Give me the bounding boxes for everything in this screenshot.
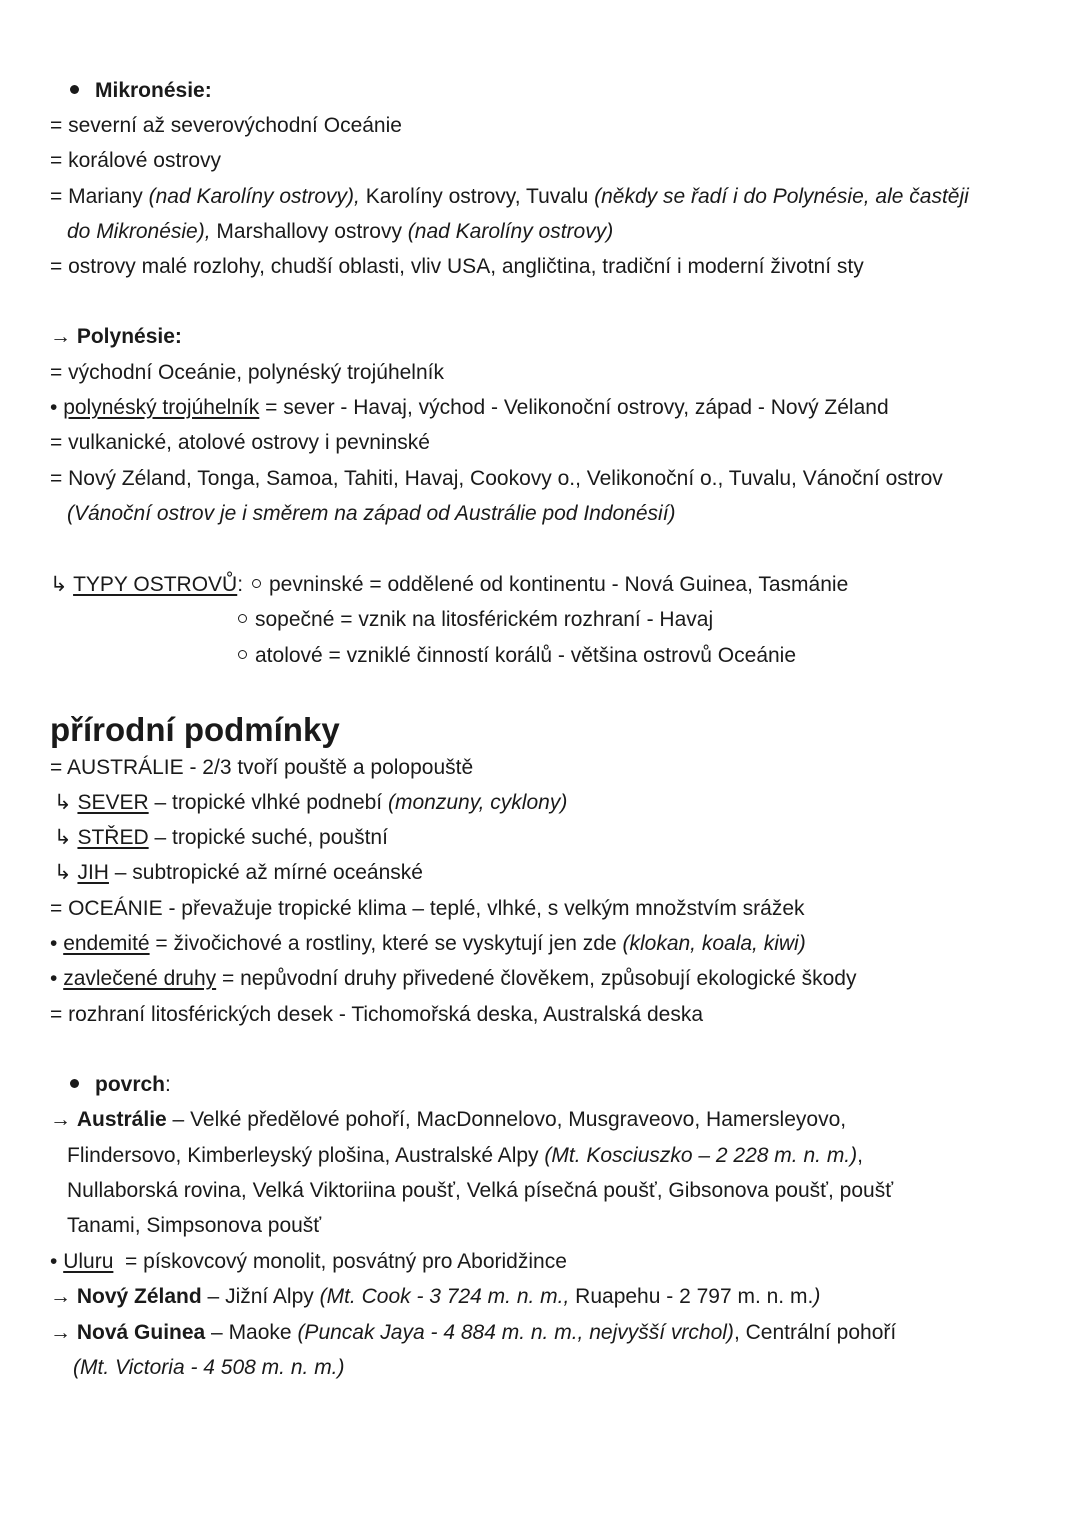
text-line: = korálové ostrovy [50,149,221,172]
heading-text: Mikronésie: [95,79,212,102]
section-povrch-heading: povrch: [50,1071,171,1099]
arrow-icon: → [50,1285,71,1308]
text-line: Flindersovo, Kimberleyský plošina, Australské Alpy (Mt. Kosciuszko – 2 228 m. n. m.), [67,1144,863,1167]
text-line: ↳ STŘED – tropické suché, pouštní [54,826,388,849]
text-line: • Uluru = pískovcový monolit, posvátný pro Aboridžince [50,1250,567,1273]
text-line: do Mikronésie), Marshallovy ostrovy (nad Karolíny ostrovy) [67,220,614,243]
corner-arrow-icon: ↳ [50,573,68,596]
list-item: atolové = vzniklé činností korálů - většina ostrovů Oceánie [238,642,796,670]
list-item: sopečné = vznik na litosférickém rozhraní - Havaj [238,606,713,634]
bullet-dot [70,85,79,94]
text-line: (Vánoční ostrov je i směrem na západ od Austrálie pod Indonésií) [67,502,676,525]
text-line: = AUSTRÁLIE - 2/3 tvoří pouště a polopouště [50,756,474,779]
text-line: = severní až severovýchodní Oceánie [50,114,402,137]
text-line: • polynéský trojúhelník = sever - Havaj, východ - Velikonoční ostrovy, západ - Nový Zéland [50,396,889,419]
text-line: = východní Oceánie, polynéský trojúhelník [50,361,444,384]
corner-arrow-icon: ↳ [54,826,72,849]
text-line: = vulkanické, atolové ostrovy i pevninské [50,431,430,454]
text-line: Tanami, Simpsonova poušť [67,1214,322,1237]
text-line: • endemité = živočichové a rostliny, které se vyskytují jen zde (klokan, koala, kiwi) [50,932,806,955]
circle-bullet-icon [238,650,247,659]
text-line: ↳ SEVER – tropické vlhké podnebí (monzuny, cyklony) [54,791,568,814]
circle-bullet-icon [252,579,261,588]
text-line: = OCEÁNIE - převažuje tropické klima – teplé, vlhké, s velkým množstvím srážek [50,897,805,920]
section-polynesie-heading [50,323,182,351]
section-mikronesie-heading [50,77,212,105]
text-line: = ostrovy malé rozlohy, chudší oblasti, vliv USA, angličtina, tradiční i moderní životní sty [50,255,864,278]
bullet-dot [70,1079,79,1088]
typy-ostrovu-line: ↳ TYPY OSTROVŮ: [50,573,244,596]
text-line: → Nový Zéland – Jižní Alpy (Mt. Cook - 3 724 m. n. m., Ruapehu - 2 797 m. n. m.) [50,1285,821,1308]
text-line: Nullaborská rovina, Velká Viktoriina poušť, Velká písečná poušť, Gibsonova poušť, poušť [67,1179,894,1202]
text-line: → Austrálie – Velké předělové pohoří, MacDonnelovo, Musgraveovo, Hamersleyovo, [50,1108,847,1131]
list-item: pevninské = oddělené od kontinentu - Nová Guinea, Tasmánie [252,571,848,599]
section-title: přírodní podmínky [50,711,340,748]
text-line: = Mariany (nad Karolíny ostrovy), Karolíny ostrovy, Tuvalu (někdy se řadí i do Polynésie, ale častěji [50,185,969,208]
corner-arrow-icon: ↳ [54,861,72,884]
text-line: ↳ JIH – subtropické až mírné oceánské [54,861,423,884]
arrow-icon: → [50,1321,71,1344]
arrow-icon: → [50,1108,71,1131]
arrow-icon: → [50,325,71,348]
corner-arrow-icon: ↳ [54,791,72,814]
text-line: = rozhraní litosférických desek - Tichomořská deska, Australská deska [50,1003,704,1026]
text-line: • zavlečené druhy = nepůvodní druhy přivedené člověkem, způsobují ekologické škody [50,967,857,990]
text-line: → Nová Guinea – Maoke (Puncak Jaya - 4 884 m. n. m., nejvyšší vrchol), Centrální pohoří [50,1321,897,1344]
text-line: = Nový Zéland, Tonga, Samoa, Tahiti, Havaj, Cookovy o., Velikonoční o., Tuvalu, Vánoční ostrov [50,467,943,490]
circle-bullet-icon [238,614,247,623]
text-line: (Mt. Victoria - 4 508 m. n. m.) [73,1356,345,1379]
heading-text: Polynésie: [76,325,182,348]
